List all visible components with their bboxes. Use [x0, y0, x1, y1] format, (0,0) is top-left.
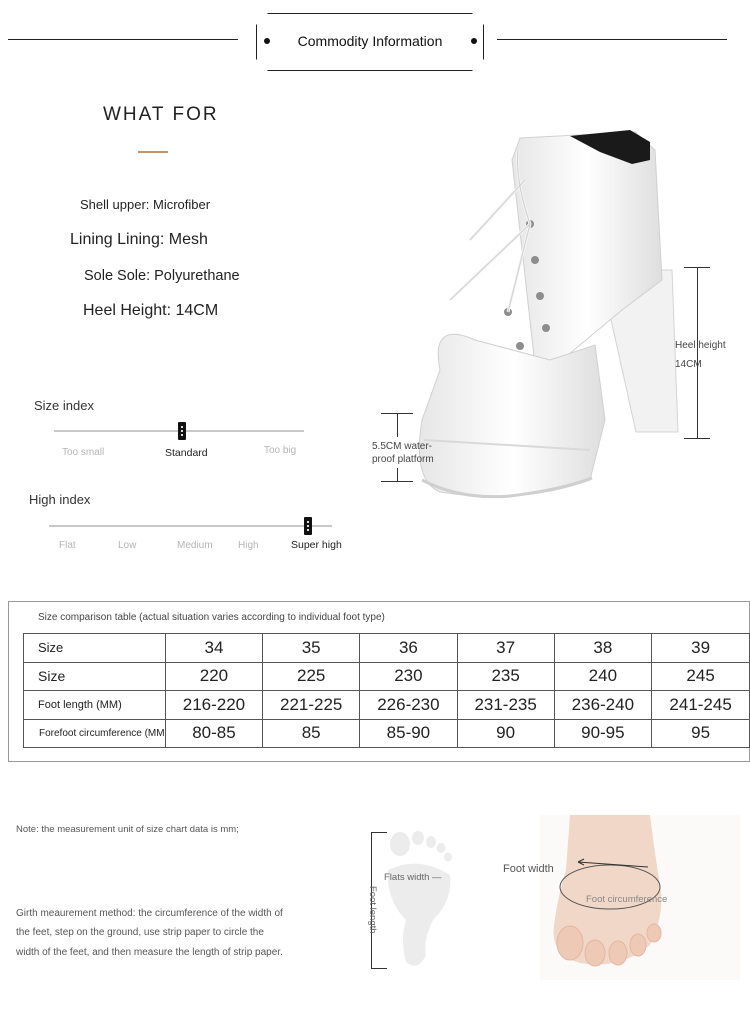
header-rule-left — [8, 39, 238, 40]
header-rule-right — [497, 39, 727, 40]
heel-dim-line — [697, 267, 698, 438]
table-cell: 85-90 — [360, 719, 458, 748]
table-cell: 37 — [457, 634, 554, 663]
table-cell: 34 — [165, 634, 263, 663]
table-row — [24, 691, 750, 720]
table-cell: 216-220 — [165, 691, 263, 720]
header-title: Commodity Information — [297, 33, 443, 49]
footprint-image — [378, 830, 458, 970]
table-cell: 225 — [263, 662, 360, 691]
size-tick-too-big: Too big — [264, 445, 297, 456]
size-tick-standard: Standard — [165, 447, 208, 459]
size-tick-too-small: Too small — [62, 447, 105, 458]
high-tick-high: High — [238, 540, 259, 551]
row-label: Forefoot circumference (MM — [24, 719, 166, 748]
platform-dim-line-top — [397, 413, 398, 437]
table-cell: 236-240 — [554, 691, 652, 720]
table-row — [24, 634, 750, 663]
high-tick-super-high: Super high — [291, 539, 342, 551]
foot-length-label: Foot length — [367, 886, 378, 934]
table-cell: 95 — [652, 719, 750, 748]
table-cell: 38 — [554, 634, 652, 663]
table-cell: 39 — [652, 634, 750, 663]
table-row — [24, 719, 750, 748]
section-accent-bar — [138, 151, 168, 153]
table-cell: 240 — [554, 662, 652, 691]
table-cell: 230 — [360, 662, 458, 691]
table-cell: 231-235 — [457, 691, 554, 720]
table-row — [24, 662, 750, 691]
platform-label-2: proof platform — [372, 454, 434, 465]
table-cell: 241-245 — [652, 691, 750, 720]
row-label: Size — [24, 662, 166, 691]
platform-dim-bottom — [381, 481, 413, 482]
table-cell: 226-230 — [360, 691, 458, 720]
spec-lining: Lining Lining: Mesh — [70, 231, 208, 248]
foot-width-label: Foot width — [503, 863, 554, 875]
row-label: Size — [24, 634, 166, 663]
platform-dim-line-bottom — [397, 468, 398, 481]
high-tick-flat: Flat — [59, 540, 76, 551]
table-cell: 80-85 — [165, 719, 263, 748]
spec-sole: Sole Sole: Polyurethane — [84, 268, 240, 284]
platform-label-1: 5.5CM water- — [372, 441, 433, 452]
spec-heel-height: Heel Height: 14CM — [83, 302, 219, 319]
unit-note: Note: the measurement unit of size chart data is mm; — [16, 824, 239, 835]
heel-height-label: Heel height — [675, 340, 726, 351]
high-index-label: High index — [29, 492, 91, 507]
size-index-label: Size index — [34, 398, 94, 413]
girth-note-line-3: width of the feet, and then measure the length of strip paper. — [16, 947, 283, 958]
girth-note-line-2: the feet, step on the ground, use strip paper to circle the — [16, 927, 264, 938]
size-table — [23, 633, 750, 748]
high-index-track — [49, 525, 332, 527]
high-tick-medium: Medium — [177, 540, 213, 551]
table-cell: 245 — [652, 662, 750, 691]
spec-upper: Shell upper: Microfiber — [80, 197, 211, 212]
row-label: Foot length (MM) — [24, 691, 166, 720]
heel-height-value: 14CM — [675, 359, 702, 370]
table-cell: 221-225 — [263, 691, 360, 720]
high-tick-low: Low — [118, 540, 137, 551]
table-cell: 90-95 — [554, 719, 652, 748]
flats-width-label: Flats width — — [384, 872, 442, 883]
high-index-marker — [304, 517, 312, 535]
section-title: WHAT FOR — [103, 104, 219, 125]
foot-circumference-label: Foot circumference — [586, 894, 668, 905]
table-cell: 36 — [360, 634, 458, 663]
size-index-marker — [178, 422, 186, 440]
boot-image — [400, 120, 700, 510]
girth-note-line-1: Girth meaurement method: the circumference of the width of — [16, 908, 283, 919]
heel-dim-bottom — [684, 438, 710, 439]
table-cell: 35 — [263, 634, 360, 663]
table-cell: 90 — [457, 719, 554, 748]
table-cell: 85 — [263, 719, 360, 748]
table-cell: 220 — [165, 662, 263, 691]
size-table-caption: Size comparison table (actual situation varies according to individual foot type) — [38, 612, 385, 623]
table-cell: 235 — [457, 662, 554, 691]
